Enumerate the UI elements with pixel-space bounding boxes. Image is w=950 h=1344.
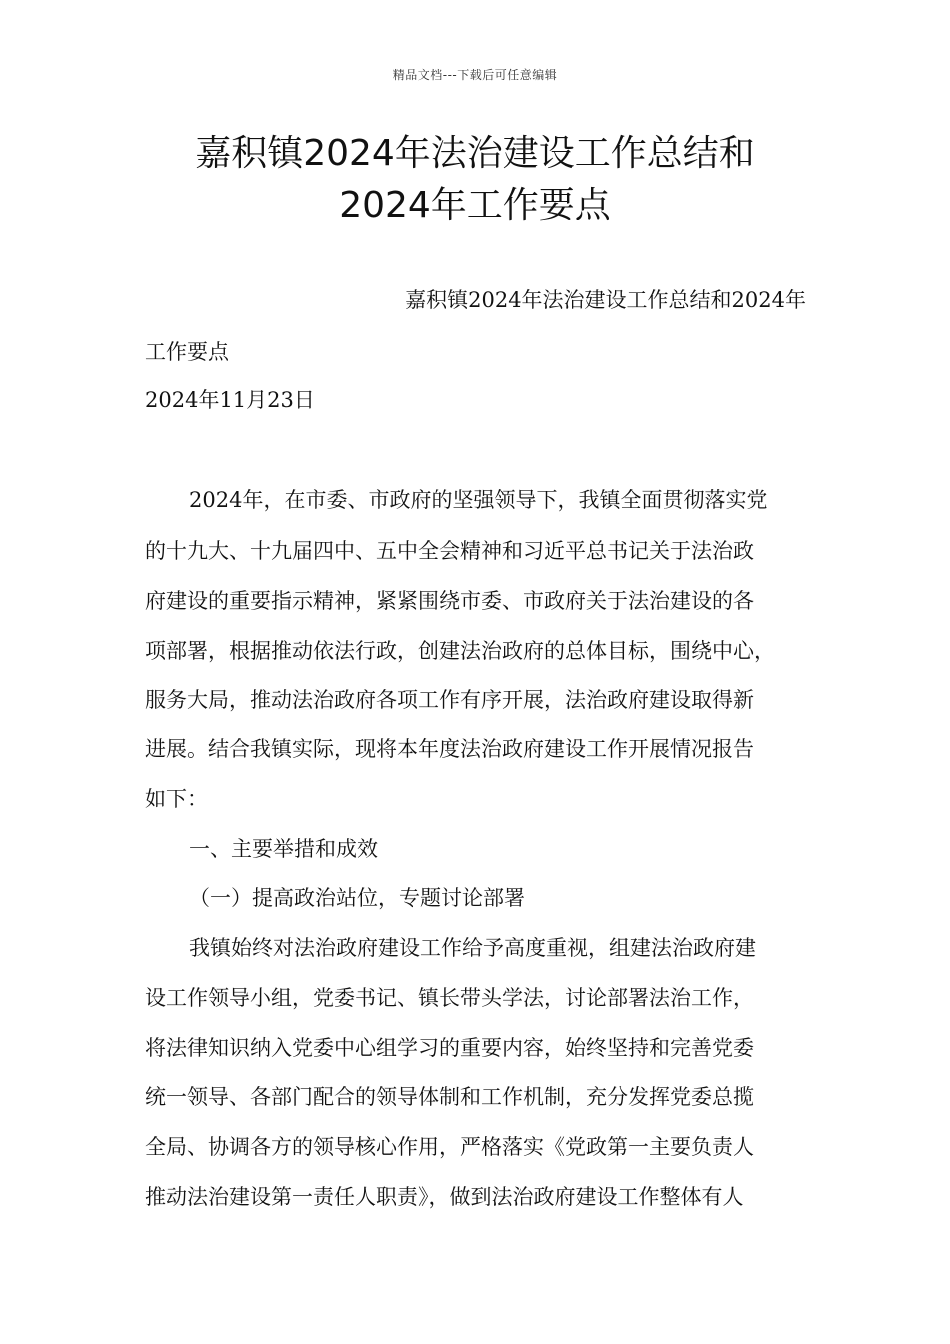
paragraph-line: 进展。结合我镇实际，现将本年度法治政府建设工作开展情况报告 <box>145 737 754 761</box>
header-note: 精品文档---下载后可任意编辑 <box>392 68 558 82</box>
subtitle-line-2: 工作要点 <box>145 340 229 364</box>
document-date: 2024年11月23日 <box>145 388 315 412</box>
section-heading: 一、主要举措和成效 <box>189 837 378 861</box>
paragraph-line: 全局、协调各方的领导核心作用，严格落实《党政第一主要负责人 <box>145 1135 754 1159</box>
paragraph-line: 府建设的重要指示精神，紧紧围绕市委、市政府关于法治建设的各 <box>145 589 754 613</box>
paragraph-line: 设工作领导小组，党委书记、镇长带头学法，讨论部署法治工作， <box>145 986 754 1010</box>
paragraph-line: 我镇始终对法治政府建设工作给予高度重视，组建法治政府建 <box>189 936 756 960</box>
paragraph-line: 的十九大、十九届四中、五中全会精神和习近平总书记关于法治政 <box>145 539 754 563</box>
document-title <box>0 128 950 232</box>
paragraph-line: 如下： <box>145 787 208 811</box>
paragraph-line: 统一领导、各部门配合的领导体制和工作机制，充分发挥党委总揽 <box>145 1085 754 1109</box>
title-line-1: 嘉积镇2024年法治建设工作总结和 <box>195 133 755 174</box>
paragraph-line: 项部署，根据推动依法行政，创建法治政府的总体目标，围绕中心， <box>145 639 775 663</box>
paragraph-line: 服务大局，推动法治政府各项工作有序开展，法治政府建设取得新 <box>145 688 754 712</box>
paragraph-line: 将法律知识纳入党委中心组学习的重要内容，始终坚持和完善党委 <box>145 1036 754 1060</box>
subtitle-line-1: 嘉积镇2024年法治建设工作总结和2024年 <box>405 288 806 312</box>
subsection-heading: （一）提高政治站位，专题讨论部署 <box>189 886 525 910</box>
paragraph-line: 推动法治建设第一责任人职责》，做到法治政府建设工作整体有人 <box>145 1185 744 1209</box>
paragraph-line: 2024年，在市委、市政府的坚强领导下，我镇全面贯彻落实党 <box>189 488 768 512</box>
title-line-2: 2024年工作要点 <box>339 185 611 226</box>
